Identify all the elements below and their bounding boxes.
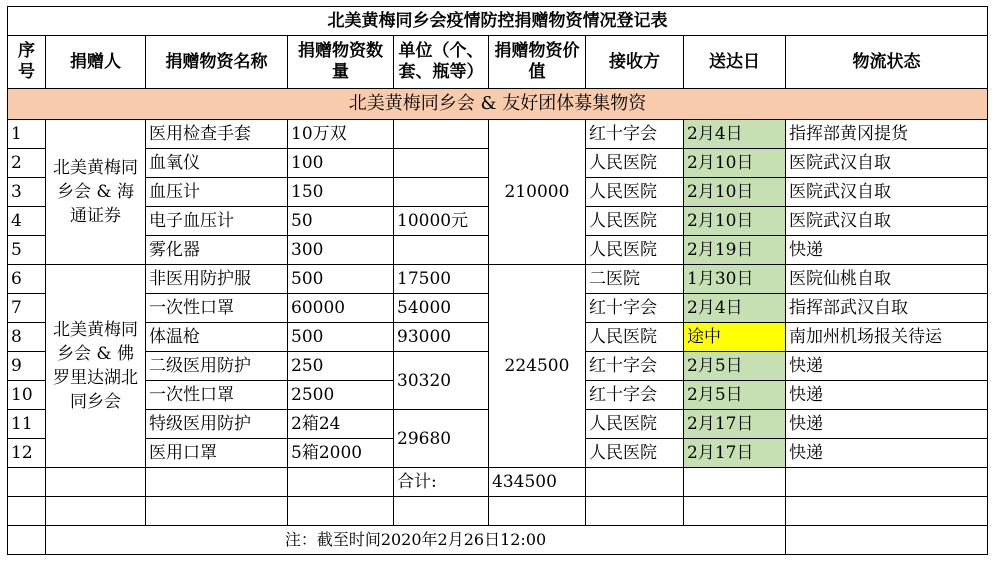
item-name: 二级医用防护 xyxy=(146,352,288,381)
row-no: 5 xyxy=(8,236,46,265)
table-row xyxy=(8,120,988,149)
item-qty: 300 xyxy=(288,236,394,265)
item-name: 医用口罩 xyxy=(146,439,288,468)
logistics-status: 快递 xyxy=(786,352,988,381)
donor-group-2: 北美黄梅同乡会 & 佛罗里达湖北同乡会 xyxy=(46,265,146,468)
receiver: 人民医院 xyxy=(586,236,684,265)
item-unit: 30320 xyxy=(394,352,489,410)
header-donor: 捐赠人 xyxy=(46,36,146,89)
item-qty: 5箱2000 xyxy=(288,439,394,468)
row-no: 12 xyxy=(8,439,46,468)
row-no: 4 xyxy=(8,207,46,236)
header-qty: 捐赠物资数量 xyxy=(288,36,394,89)
row-no: 7 xyxy=(8,294,46,323)
row-no: 10 xyxy=(8,381,46,410)
logistics-status: 医院武汉自取 xyxy=(786,178,988,207)
delivery-date: 2月17日 xyxy=(684,410,786,439)
item-name: 特级医用防护 xyxy=(146,410,288,439)
donation-registry-table xyxy=(7,6,988,555)
row-no: 11 xyxy=(8,410,46,439)
header-unit: 单位（个、套、瓶等） xyxy=(394,36,489,89)
cutoff-note: 注：截至时间2020年2月26日12:00 xyxy=(46,526,786,555)
item-name: 体温枪 xyxy=(146,323,288,352)
receiver: 红十字会 xyxy=(586,352,684,381)
item-name: 一次性口罩 xyxy=(146,294,288,323)
item-qty: 500 xyxy=(288,323,394,352)
delivery-date: 2月4日 xyxy=(684,120,786,149)
note-row xyxy=(8,526,988,555)
row-no: 1 xyxy=(8,120,46,149)
delivery-date: 2月17日 xyxy=(684,439,786,468)
row-no: 8 xyxy=(8,323,46,352)
item-unit xyxy=(394,236,489,265)
delivery-date: 2月19日 xyxy=(684,236,786,265)
item-qty: 150 xyxy=(288,178,394,207)
receiver: 人民医院 xyxy=(586,439,684,468)
logistics-status: 医院武汉自取 xyxy=(786,149,988,178)
item-name: 医用检查手套 xyxy=(146,120,288,149)
receiver: 红十字会 xyxy=(586,381,684,410)
item-qty: 500 xyxy=(288,265,394,294)
item-qty: 2箱24 xyxy=(288,410,394,439)
item-name: 血氧仪 xyxy=(146,149,288,178)
logistics-status: 快递 xyxy=(786,381,988,410)
receiver: 人民医院 xyxy=(586,149,684,178)
item-qty: 10万双 xyxy=(288,120,394,149)
logistics-status: 医院武汉自取 xyxy=(786,207,988,236)
item-unit xyxy=(394,149,489,178)
item-qty: 60000 xyxy=(288,294,394,323)
item-qty: 250 xyxy=(288,352,394,381)
delivery-date: 2月10日 xyxy=(684,149,786,178)
logistics-status: 快递 xyxy=(786,439,988,468)
receiver: 人民医院 xyxy=(586,410,684,439)
item-unit: 10000元 xyxy=(394,207,489,236)
receiver: 人民医院 xyxy=(586,323,684,352)
receiver: 人民医院 xyxy=(586,178,684,207)
empty-row xyxy=(8,497,988,526)
total-value: 434500 xyxy=(489,468,586,497)
item-unit xyxy=(394,178,489,207)
logistics-status: 快递 xyxy=(786,236,988,265)
delivery-date: 2月10日 xyxy=(684,207,786,236)
total-label: 合计: xyxy=(394,468,489,497)
delivery-date: 2月10日 xyxy=(684,178,786,207)
row-no: 3 xyxy=(8,178,46,207)
header-row xyxy=(8,36,988,89)
item-unit: 54000 xyxy=(394,294,489,323)
sheet-title: 北美黄梅同乡会疫情防控捐赠物资情况登记表 xyxy=(8,7,988,36)
delivery-date: 2月5日 xyxy=(684,381,786,410)
item-unit: 93000 xyxy=(394,323,489,352)
item-unit: 29680 xyxy=(394,410,489,468)
header-value: 捐赠物资价值 xyxy=(489,36,586,89)
item-name: 雾化器 xyxy=(146,236,288,265)
group-value-2: 224500 xyxy=(489,265,586,468)
delivery-date: 2月4日 xyxy=(684,294,786,323)
item-unit: 17500 xyxy=(394,265,489,294)
item-qty: 50 xyxy=(288,207,394,236)
logistics-status: 快递 xyxy=(786,410,988,439)
logistics-status: 指挥部黄冈提货 xyxy=(786,120,988,149)
header-date: 送达日 xyxy=(684,36,786,89)
receiver: 二医院 xyxy=(586,265,684,294)
row-no: 9 xyxy=(8,352,46,381)
row-no: 6 xyxy=(8,265,46,294)
logistics-status: 医院仙桃自取 xyxy=(786,265,988,294)
logistics-status: 指挥部武汉自取 xyxy=(786,294,988,323)
delivery-date: 1月30日 xyxy=(684,265,786,294)
item-unit xyxy=(394,120,489,149)
section-band: 北美黄梅同乡会 & 友好团体募集物资 xyxy=(8,89,988,120)
item-name: 一次性口罩 xyxy=(146,381,288,410)
total-row xyxy=(8,468,988,497)
table-row xyxy=(8,265,988,294)
receiver: 人民医院 xyxy=(586,207,684,236)
item-name: 非医用防护服 xyxy=(146,265,288,294)
group-value-1: 210000 xyxy=(489,120,586,265)
header-receiver: 接收方 xyxy=(586,36,684,89)
item-qty: 100 xyxy=(288,149,394,178)
header-status: 物流状态 xyxy=(786,36,988,89)
receiver: 红十字会 xyxy=(586,294,684,323)
item-qty: 2500 xyxy=(288,381,394,410)
delivery-date: 2月5日 xyxy=(684,352,786,381)
header-no: 序号 xyxy=(8,36,46,89)
donor-group-1: 北美黄梅同乡会 & 海通证券 xyxy=(46,120,146,265)
logistics-status: 南加州机场报关待运 xyxy=(786,323,988,352)
receiver: 红十字会 xyxy=(586,120,684,149)
item-name: 电子血压计 xyxy=(146,207,288,236)
row-no: 2 xyxy=(8,149,46,178)
header-item: 捐赠物资名称 xyxy=(146,36,288,89)
item-name: 血压计 xyxy=(146,178,288,207)
delivery-date: 途中 xyxy=(684,323,786,352)
